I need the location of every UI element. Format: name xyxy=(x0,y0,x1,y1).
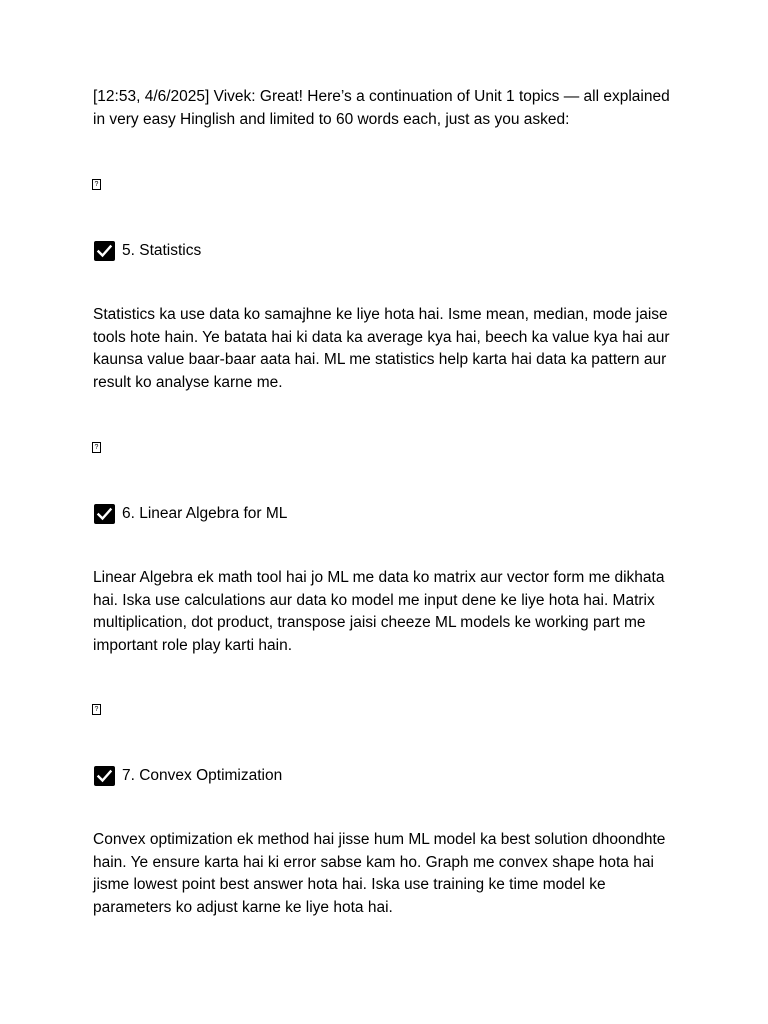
section-heading-convex-optimization xyxy=(94,765,282,787)
section-body-linear-algebra: Linear Algebra ek math tool hai jo ML me data ko matrix aur vector form me dikhata hai. Iska use calculations aur data ko model me input dene ke liye hota hai. Matrix multiplication, dot product, transpose jaisi cheeze ML models ke working part me important role play karti hain. xyxy=(93,569,665,654)
section-heading-label: 7. Convex Optimization xyxy=(122,767,283,784)
section-body-convex-optimization: Convex optimization ek method hai jisse hum ML model ka best solution dhoondhte hain. Ye ensure karta hai ki error sabse kam ho. Graph me convex shape hota hai jisme lowest point best answer hota hai. Iska use training ke time model ke parameters ko adjust karne ke liye hota hai. xyxy=(93,831,666,916)
section-heading-statistics xyxy=(94,240,201,262)
intro-paragraph: [12:53, 4/6/2025] Vivek: Great! Here’s a continuation of Unit 1 topics — all explained in very easy Hinglish and limited to 60 words each, just as you asked: xyxy=(93,88,670,128)
section-body-statistics: Statistics ka use data ko samajhne ke liye hota hai. Isme mean, median, mode jaise tools hote hain. Ye batata hai ki data ka average kya hai, beech ka value kya hai aur kaunsa value baar-baar aata hai. ML me statistics help karta hai data ka pattern aur result ko analyse karne me. xyxy=(93,306,670,391)
section-heading-linear-algebra xyxy=(94,503,287,525)
section-heading-label: 5. Statistics xyxy=(122,242,202,259)
missing-glyph-icon: ? xyxy=(92,179,101,190)
section-heading-label: 6. Linear Algebra for ML xyxy=(122,505,288,522)
check-mark-icon xyxy=(94,766,115,786)
missing-glyph-icon: ? xyxy=(92,704,101,715)
check-mark-icon xyxy=(94,504,115,524)
check-mark-icon xyxy=(94,241,115,261)
missing-glyph-icon: ? xyxy=(92,442,101,453)
